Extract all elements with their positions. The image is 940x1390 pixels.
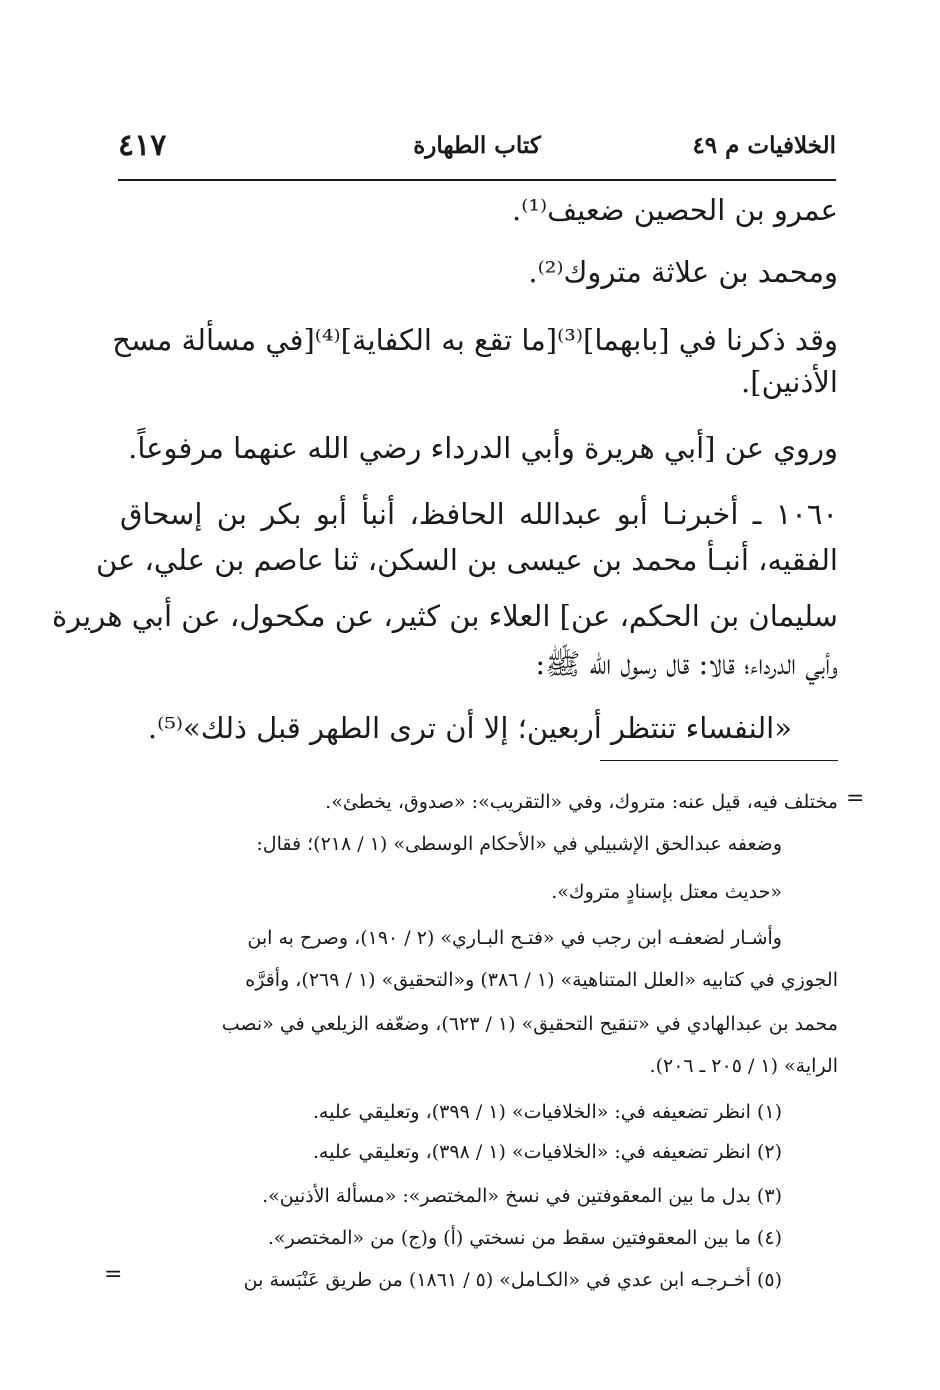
footnote-continuation-line-7: الراية» (١ / ٢٠٥ ـ ٢٠٦). xyxy=(649,1055,838,1077)
body-line-1: عمرو بن الحصين ضعيف⁽¹⁾. xyxy=(512,193,838,227)
footnote-continuation-line-2: وضعفه عبدالحق الإشبيلي في «الأحكام الوسطى» (١ / ٢١٨)؛ فقال: xyxy=(256,833,782,855)
body-line-10-quote: «النفساء تنتظر أربعين؛ إلا أن ترى الطهر قبل ذلك»⁽⁵⁾. xyxy=(147,711,792,745)
body-line-9: وأبي الدرداء؛ قالا: قال رسول الله ﷺ: xyxy=(535,647,838,681)
continuation-marker: = xyxy=(846,786,865,811)
footnote-continuation-line-3: «حديث معتل بإسنادٍ متروك». xyxy=(551,881,782,903)
footnote-continuation-line-4: وأشـار لضعفـه ابن رجب في «فتـح البـاري» (٢ / ١٩٠)، وصرح به ابن xyxy=(247,927,782,949)
header-rule xyxy=(118,179,836,181)
header-chapter-title: كتاب الطهارة xyxy=(413,132,541,159)
body-line-5: وروي عن [أبي هريرة وأبي الدرداء رضي الله عنهما مرفوعاً. xyxy=(128,431,838,465)
end-continuation-marker: = xyxy=(104,1262,123,1287)
footnote-4: (٤) ما بين المعقوفتين سقط من نسختي (أ) و(ج) من «المختصر». xyxy=(267,1227,782,1249)
body-line-2: ومحمد بن علاثة متروك⁽²⁾. xyxy=(528,255,838,289)
body-line-6: ١٠٦٠ ـ أخبرنـا أبو عبدالله الحافظ، أنبأ أبو بكر بن إسحاق xyxy=(120,497,838,531)
footnote-1: (١) انظر تضعيفه في: «الخلافيات» (١ / ٣٩٩)، وتعليقي عليه. xyxy=(312,1101,782,1123)
footnote-3: (٣) بدل ما بين المعقوفتين في نسخ «المختصر»: «مسألة الأذنين». xyxy=(262,1185,782,1207)
header-volume-title: الخلافيات م ٤٩ xyxy=(692,132,836,159)
footnote-2: (٢) انظر تضعيفه في: «الخلافيات» (١ / ٣٩٨)، وتعليقي عليه. xyxy=(312,1141,782,1163)
footnote-separator xyxy=(600,760,838,761)
body-line-8: سليمان بن الحكم، عن] العلاء بن كثير، عن مكحول، عن أبي هريرة xyxy=(51,599,838,633)
footnote-5: (٥) أخـرجـه ابن عدي في «الكـامل» (٥ / ١٨٦١) من طريق عَنْبَسة بن xyxy=(243,1269,782,1291)
footnote-continuation-line-5: الجوزي في كتابيه «العلل المتناهية» (١ / ٣٨٦) و«التحقيق» (١ / ٢٦٩)، وأقرَّه xyxy=(245,969,838,991)
footnote-continuation-line-6: محمد بن عبدالهادي في «تنقيح التحقيق» (١ / ٦٢٣)، وضعّفه الزيلعي في «نصب xyxy=(221,1013,838,1035)
body-line-4: الأذنين]. xyxy=(741,365,838,399)
running-head xyxy=(118,128,836,170)
page-number: ٤١٧ xyxy=(118,128,167,163)
body-line-3: وقد ذكرنا في [بابهما]⁽³⁾[ما تقع به الكفاية]⁽⁴⁾[في مسألة مسح xyxy=(112,323,838,357)
footnote-continuation-line-1: مختلف فيه، قيل عنه: متروك، وفي «التقريب»: «صدوق، يخطئ». xyxy=(325,791,838,813)
body-line-7: الفقيه، أنبـأ محمد بن عيسى بن السكن، ثنا عاصم بن علي، عن xyxy=(95,543,838,577)
